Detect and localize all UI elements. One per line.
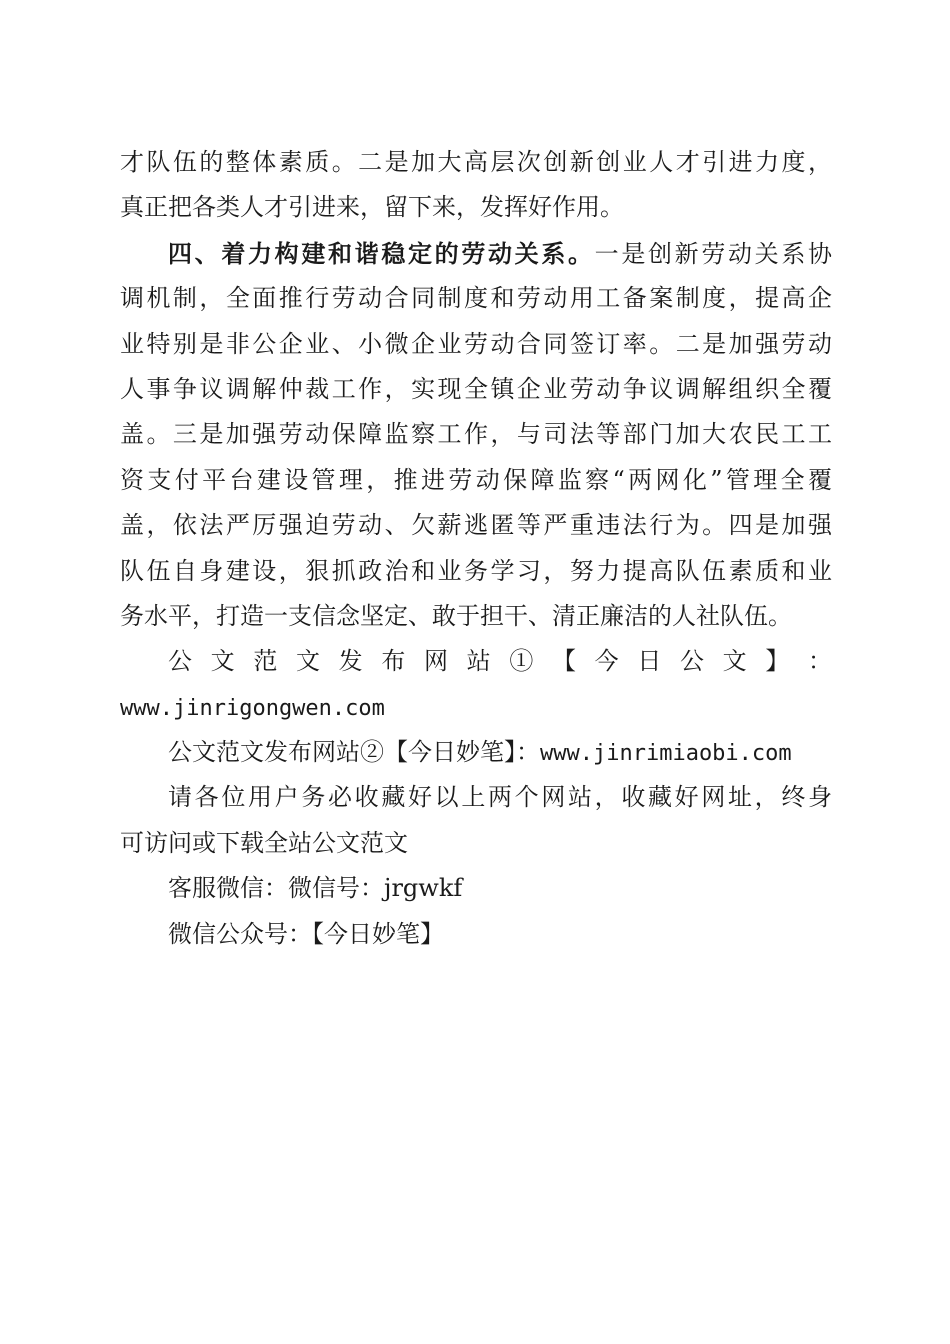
paragraph-line: 才队伍的整体素质。二是加大高层次创新创业人才引进力度，: [120, 148, 832, 176]
paragraph-line: 盖。三是加强劳动保障监察工作，与司法等部门加大农民工工: [120, 420, 832, 449]
paragraph-line: 调机制，全面推行劳动合同制度和劳动用工备案制度，提高企: [120, 284, 832, 313]
paragraph-line: 资支付平台建设管理，推进劳动保障监察“两网化”管理全覆: [120, 465, 832, 494]
paragraph-line: 务水平，打造一支信念坚定、敢于担干、清正廉洁的人社队伍。: [120, 601, 792, 630]
paragraph-line: 人事争议调解仲裁工作，实现全镇企业劳动争议调解组织全覆: [120, 374, 832, 403]
site2-label: 公文范文发布网站②【今日妙笔】：: [168, 738, 540, 767]
site1-url-text[interactable]: www.jinrigongwen.com: [120, 695, 385, 721]
paragraph-line: 队伍自身建设，狠抓政治和业务学习，努力提高队伍素质和业: [120, 556, 832, 585]
site1-url[interactable]: [120, 685, 832, 730]
site1-label: 公 文 范 文 发 布 网 站 ① 【 今 日 公 文 】 ：: [168, 647, 832, 676]
site2-url[interactable]: www.jinrimiaobi.com: [540, 741, 792, 767]
section-heading: 四、着力构建和谐稳定的劳动关系。: [168, 238, 595, 268]
paragraph-line: 业特别是非公企业、小微企业劳动合同签订率。二是加强劳动: [120, 329, 832, 358]
wechat-service: 客服微信：微信号：jrgwkf: [168, 874, 463, 903]
notice-line: 可访问或下载全站公文范文: [120, 828, 408, 857]
wechat-public: 微信公众号：【今日妙笔】: [168, 919, 444, 948]
paragraph-line: 盖，依法严厉强迫劳动、欠薪逃匿等严重违法行为。四是加强: [120, 511, 832, 540]
paragraph-line: 真正把各类人才引进来，留下来，发挥好作用。: [120, 193, 624, 222]
paragraph-text: 一是创新劳动关系协: [594, 239, 833, 268]
section-heading-line: [120, 231, 832, 276]
notice-line: 请各位用户务必收藏好以上两个网站，收藏好网址，终身: [168, 783, 832, 812]
document-body: [120, 140, 832, 957]
site2-line: [120, 730, 832, 775]
